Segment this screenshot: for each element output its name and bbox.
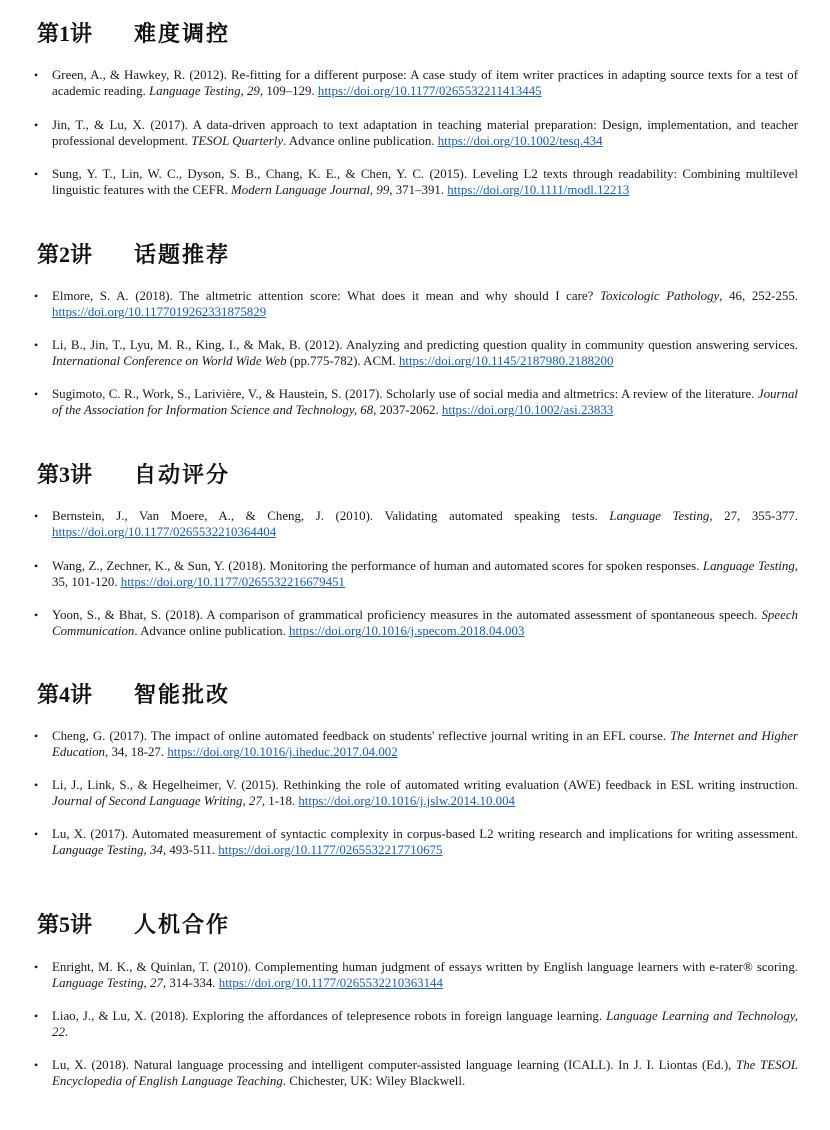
doi-link[interactable]: https://doi.org/10.1177/0265532217710675 [218, 843, 443, 858]
reference-source: Language Testing [702, 559, 795, 573]
reference-details: , 34, 18-27. [105, 745, 168, 760]
reference-details: 314-334. [166, 976, 219, 991]
reference-source: Language Testing [609, 509, 710, 523]
reference-text: Jin, T., & Lu, X. (2017). A data-driven approach to text adaptation in teaching material preparation: Design, implementation, and teacher professional development. [52, 118, 798, 149]
reference-source: Journal of Second Language Writing, 27 [52, 794, 262, 809]
reference-text: Yoon, S., & Bhat, S. (2018). A comparison of grammatical proficiency measures in the automated assessment of spontaneous speech. [52, 608, 762, 622]
doi-link[interactable]: https://doi.org/10.1177/0265532211413445 [317, 84, 542, 99]
reference-details: . Chichester, UK: Wiley Blackwell. [282, 1074, 466, 1089]
reference-text: Liao, J., & Lu, X. (2018). Exploring the affordances of telepresence robots in foreign language learning. [52, 1009, 607, 1023]
reference-details: , 371–391. [389, 183, 448, 198]
reference-text: Sugimoto, C. R., Work, S., Larivière, V., & Haustein, S. (2017). Scholarly use of social media and altmetrics: A review of the literature. [52, 387, 758, 401]
reference-text: Wang, Z., Zechner, K., & Sun, Y. (2018). Monitoring the performance of human and automated scores for spoken responses. [52, 559, 703, 573]
reference-details: , 35, 101-120. [52, 559, 798, 590]
doi-link[interactable]: https://doi.org/10.1111/modl.12213 [447, 183, 630, 198]
reference-details: , 2037-2062. [373, 403, 442, 418]
lecture-heading [37, 910, 231, 940]
lecture-title: 人机合作 [134, 912, 231, 937]
doi-link[interactable]: https://doi.org/10.1016/j.specom.2018.04.003 [289, 624, 525, 639]
reference-text: Green, A., & Hawkey, R. (2012). Re-fitting for a different purpose: A case study of item writer practices in adapting source texts for a test of academic reading. [52, 68, 798, 99]
bullet-icon: • [34, 608, 39, 622]
reference-details: , 109–129. [259, 84, 318, 99]
bullet-icon: • [34, 167, 39, 181]
reference-text: Lu, X. (2017). Automated measurement of syntactic complexity in corpus-based L2 writing research and implications for writing assessment. [52, 827, 798, 841]
bullet-icon: • [34, 1009, 39, 1023]
bullet-icon: • [34, 118, 39, 132]
reference-item [34, 117, 798, 150]
reference-details: . [64, 1025, 69, 1040]
bullet-icon: • [34, 387, 39, 401]
reference-item [34, 508, 798, 541]
reference-details: , 493-511. [162, 843, 219, 858]
reference-details: . Advance online publication. [283, 134, 438, 149]
reference-details: , 46, 252-255. [719, 289, 799, 303]
reference-details: , 27, 355-377. [709, 509, 799, 523]
lecture-heading [37, 680, 231, 710]
reference-item [34, 728, 798, 761]
bullet-icon: • [34, 827, 39, 841]
lecture-heading [37, 19, 231, 49]
lecture-title: 智能批改 [134, 682, 231, 707]
reference-item [34, 166, 798, 199]
reference-source: The Internet and Higher Education [52, 729, 798, 760]
bullet-icon: • [34, 68, 39, 82]
doi-link[interactable]: https://doi.org/10.1002/tesq.434 [437, 134, 603, 149]
lecture-title: 自动评分 [134, 462, 231, 487]
reference-source: Language Testing, 29 [148, 84, 260, 99]
reference-item [34, 67, 798, 100]
bullet-icon: • [34, 338, 39, 352]
reference-details: , 1-18. [261, 794, 299, 809]
reference-source: Journal of the Association for Information Science and Technology, 68 [52, 387, 798, 418]
reference-source: Speech Communication [52, 608, 798, 639]
doi-link[interactable]: https://doi.org/10.1002/asi.23833 [441, 403, 614, 418]
reference-text: Sung, Y. T., Lin, W. C., Dyson, S. B., Chang, K. E., & Chen, Y. C. (2015). Leveling L2 texts through readability: Combining multilevel linguistic features with the CEFR. [52, 167, 798, 198]
reference-item [34, 607, 798, 640]
bullet-icon: • [34, 509, 39, 523]
bullet-icon: • [34, 778, 39, 792]
doi-link[interactable]: https://doi.org/10.1177/0265532210364404 [52, 525, 277, 540]
bullet-icon: • [34, 559, 39, 573]
doi-link[interactable]: https://doi.org/10.1145/2187980.2188200 [398, 354, 614, 369]
reference-item [34, 288, 798, 321]
lecture-heading [37, 460, 231, 490]
reference-item [34, 1008, 798, 1041]
doi-link[interactable]: https://doi.org/10.1016/j.iheduc.2017.04.002 [167, 745, 398, 760]
reference-source: Language Learning and Technology, 22 [52, 1009, 798, 1040]
reference-source: Modern Language Journal, 99 [231, 183, 390, 198]
bullet-icon: • [34, 960, 39, 974]
bullet-icon: • [34, 729, 39, 743]
reference-item [34, 558, 798, 591]
reference-details: (pp.775-782). ACM. [286, 354, 399, 369]
doi-link[interactable]: https://doi.org/10.1177/0265532210363144 [218, 976, 443, 991]
lecture-number: 第2讲 [37, 242, 93, 267]
doi-link[interactable]: https://doi.org/10.1177019262331875829 [52, 305, 267, 320]
bullet-icon: • [34, 1058, 39, 1072]
bullet-icon: • [34, 289, 39, 303]
reference-source: Language Testing, 34 [52, 843, 163, 858]
lecture-number: 第3讲 [37, 462, 93, 487]
reference-source: Language Testing, 27, [52, 976, 167, 991]
lecture-number: 第1讲 [37, 21, 93, 46]
lecture-title: 话题推荐 [134, 242, 231, 267]
reference-item [34, 777, 798, 810]
lecture-title: 难度调控 [134, 21, 231, 46]
reference-item [34, 826, 798, 859]
reference-text: Li, B., Jin, T., Lyu, M. R., King, I., & Mak, B. (2012). Analyzing and predicting question quality in community question answering services. [52, 338, 798, 352]
doi-link[interactable]: https://doi.org/10.1177/0265532216679451 [120, 575, 345, 590]
reference-source: International Conference on World Wide Web [52, 354, 287, 369]
reference-text: Lu, X. (2018). Natural language processing and intelligent computer-assisted language learning (ICALL). In J. I. Liontas (Ed.), [52, 1058, 737, 1072]
reference-source: The TESOL Encyclopedia of English Language Teaching [52, 1058, 799, 1089]
reference-text: Cheng, G. (2017). The impact of online automated feedback on students' reflective journal writing in an EFL course. [52, 729, 671, 743]
lecture-heading [37, 240, 231, 270]
reference-source: Toxicologic Pathology [599, 289, 720, 303]
reference-text: Li, J., Link, S., & Hegelheimer, V. (2015). Rethinking the role of automated writing evaluation (AWE) feedback in ESL writing instruction. [52, 778, 798, 792]
reference-text: Bernstein, J., Van Moere, A., & Cheng, J. (2010). Validating automated speaking tests. [52, 509, 610, 523]
reference-source: TESOL Quarterly [191, 134, 284, 149]
reference-item [34, 959, 798, 992]
reference-item [34, 386, 798, 419]
reference-text: Enright, M. K., & Quinlan, T. (2010). Complementing human judgment of essays written by English language learners with e-rater® scoring. [52, 960, 798, 974]
reference-text: Elmore, S. A. (2018). The altmetric attention score: What does it mean and why should I care? [52, 289, 600, 303]
reference-item [34, 1057, 798, 1090]
lecture-number: 第5讲 [37, 912, 93, 937]
lecture-number: 第4讲 [37, 682, 93, 707]
reference-item [34, 337, 798, 370]
doi-link[interactable]: https://doi.org/10.1016/j.jslw.2014.10.004 [298, 794, 516, 809]
reference-details: . Advance online publication. [134, 624, 290, 639]
